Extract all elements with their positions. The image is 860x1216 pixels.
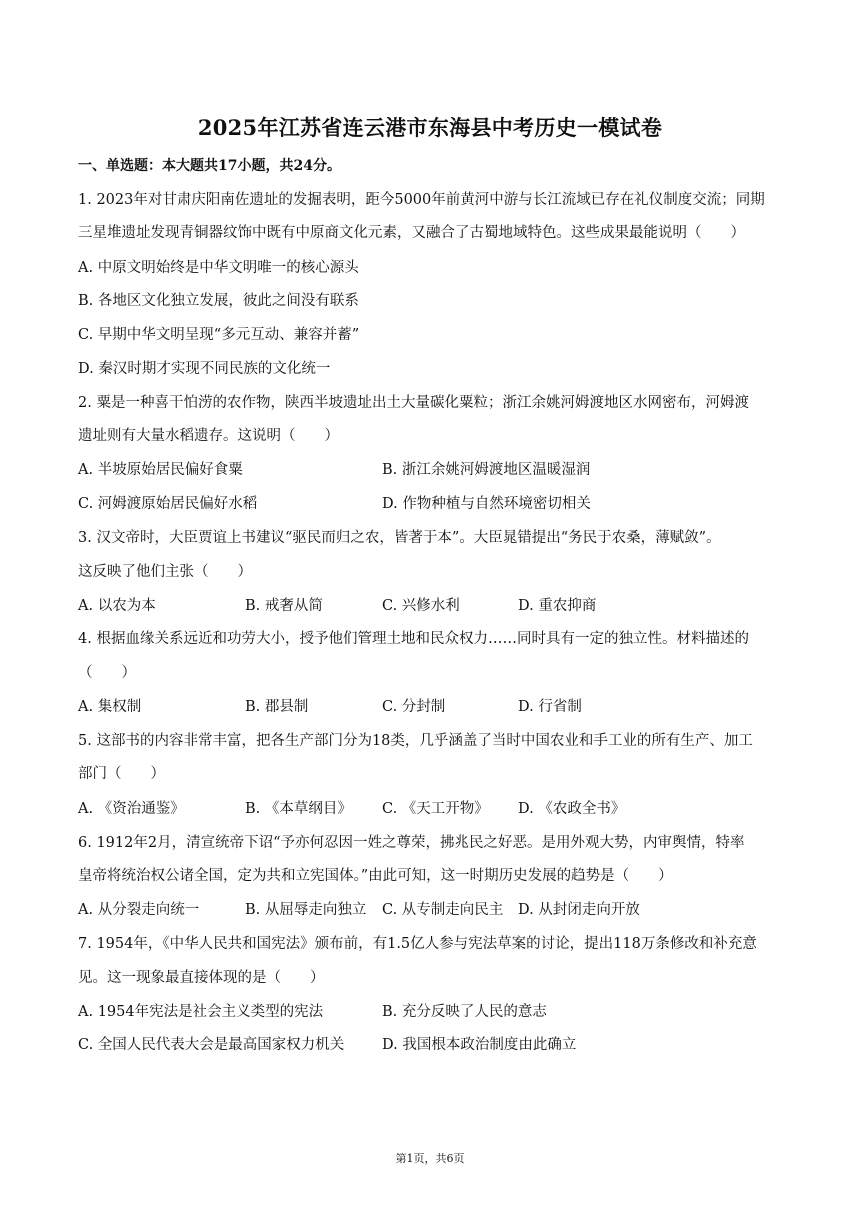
question-5-stem-line-1: 5. 这部书的内容非常丰富，把各生产部门分为18类，几乎涵盖了当时中国农业和手工业的所有生产、加工 bbox=[78, 733, 753, 749]
question-7-option-a: A. 1954年宪法是社会主义类型的宪法 bbox=[78, 1004, 324, 1020]
question-6-option-d: D. 从封闭走向开放 bbox=[518, 902, 640, 918]
question-3-option-d: D. 重农抑商 bbox=[518, 598, 597, 614]
question-6-option-b: B. 从屈辱走向独立 bbox=[245, 902, 367, 918]
question-7-option-c: C. 全国人民代表大会是最高国家权力机关 bbox=[78, 1037, 345, 1053]
question-6-option-c: C. 从专制走向民主 bbox=[382, 902, 504, 918]
question-5-option-b: B. 《本草纲目》 bbox=[245, 801, 352, 817]
question-3-stem-line-1: 3. 汉文帝时，大臣贾谊上书建议“驱民而归之农，皆著于本”。大臣晁错提出“务民于农桑，薄赋敛”。 bbox=[78, 530, 721, 546]
question-1-option-c: C. 早期中华文明呈现“多元互动、兼容并蓄” bbox=[78, 327, 360, 343]
question-6-option-a: A. 从分裂走向统一 bbox=[78, 902, 200, 918]
question-6-stem-line-1: 6. 1912年2月，清宣统帝下诏“予亦何忍因一姓之尊荣，拂兆民之好恶。是用外观大势，内审舆情，特率 bbox=[78, 835, 745, 851]
question-4-option-c: C. 分封制 bbox=[382, 699, 446, 715]
question-6-stem-line-2: 皇帝将统治权公诸全国，定为共和立宪国体。”由此可知，这一时期历史发展的趋势是（ ） bbox=[78, 868, 673, 884]
question-2-stem-line-1: 2. 粟是一种喜干怕涝的农作物，陕西半坡遗址出土大量碳化粟粒；浙江余姚河姆渡地区水网密布，河姆渡 bbox=[78, 395, 749, 411]
question-5-option-c: C. 《天工开物》 bbox=[382, 801, 489, 817]
question-1-option-d: D. 秦汉时期才实现不同民族的文化统一 bbox=[78, 361, 331, 377]
question-3-stem-line-2: 这反映了他们主张（ ） bbox=[78, 564, 252, 580]
question-2-stem-line-2: 遗址则有大量水稻遗存。这说明（ ） bbox=[78, 428, 339, 444]
question-1-option-b: B. 各地区文化独立发展，彼此之间没有联系 bbox=[78, 293, 359, 309]
question-5-stem-line-2: 部门（ ） bbox=[78, 766, 165, 782]
question-1-option-a: A. 中原文明始终是中华文明唯一的核心源头 bbox=[78, 260, 359, 276]
question-5-option-d: D. 《农政全书》 bbox=[518, 801, 626, 817]
question-2-option-a: A. 半坡原始居民偏好食粟 bbox=[78, 462, 243, 478]
question-2-option-b: B. 浙江余姚河姆渡地区温暖湿润 bbox=[382, 462, 591, 478]
question-7-stem-line-1: 7. 1954年，《中华人民共和国宪法》颁布前，有1.5亿人参与宪法草案的讨论，提出118万条修改和补充意 bbox=[78, 936, 757, 952]
question-4-option-b: B. 郡县制 bbox=[245, 699, 309, 715]
question-7-option-d: D. 我国根本政治制度由此确立 bbox=[382, 1037, 577, 1053]
question-3-option-a: A. 以农为本 bbox=[78, 598, 156, 614]
question-7-option-b: B. 充分反映了人民的意志 bbox=[382, 1004, 547, 1020]
question-1-stem-line-1: 1. 2023年对甘肃庆阳南佐遗址的发掘表明，距今5000年前黄河中游与长江流域已存在礼仪制度交流；同期 bbox=[78, 192, 765, 208]
section-heading: 一、单选题：本大题共17小题，共24分。 bbox=[78, 158, 341, 174]
question-3-option-c: C. 兴修水利 bbox=[382, 598, 460, 614]
question-2-option-c: C. 河姆渡原始居民偏好水稻 bbox=[78, 496, 258, 512]
question-5-option-a: A. 《资治通鉴》 bbox=[78, 801, 185, 817]
question-4-option-a: A. 集权制 bbox=[78, 699, 142, 715]
question-4-stem-line-2: （ ） bbox=[78, 665, 136, 681]
exam-title: 2025年江苏省连云港市东海县中考历史一模试卷 bbox=[197, 115, 663, 140]
page-footer: 第1页，共6页 bbox=[395, 1152, 465, 1165]
question-2-option-d: D. 作物种植与自然环境密切相关 bbox=[382, 496, 591, 512]
question-7-stem-line-2: 见。这一现象最直接体现的是（ ） bbox=[78, 970, 325, 986]
question-4-stem-line-1: 4. 根据血缘关系远近和功劳大小，授予他们管理土地和民众权力……同时具有一定的独立性。材料描述的 bbox=[78, 631, 749, 647]
question-1-stem-line-2: 三星堆遗址发现青铜器纹饰中既有中原商文化元素，又融合了古蜀地域特色。这些成果最能说明（ ） bbox=[78, 225, 745, 241]
question-3-option-b: B. 戒奢从简 bbox=[245, 598, 323, 614]
question-4-option-d: D. 行省制 bbox=[518, 699, 582, 715]
